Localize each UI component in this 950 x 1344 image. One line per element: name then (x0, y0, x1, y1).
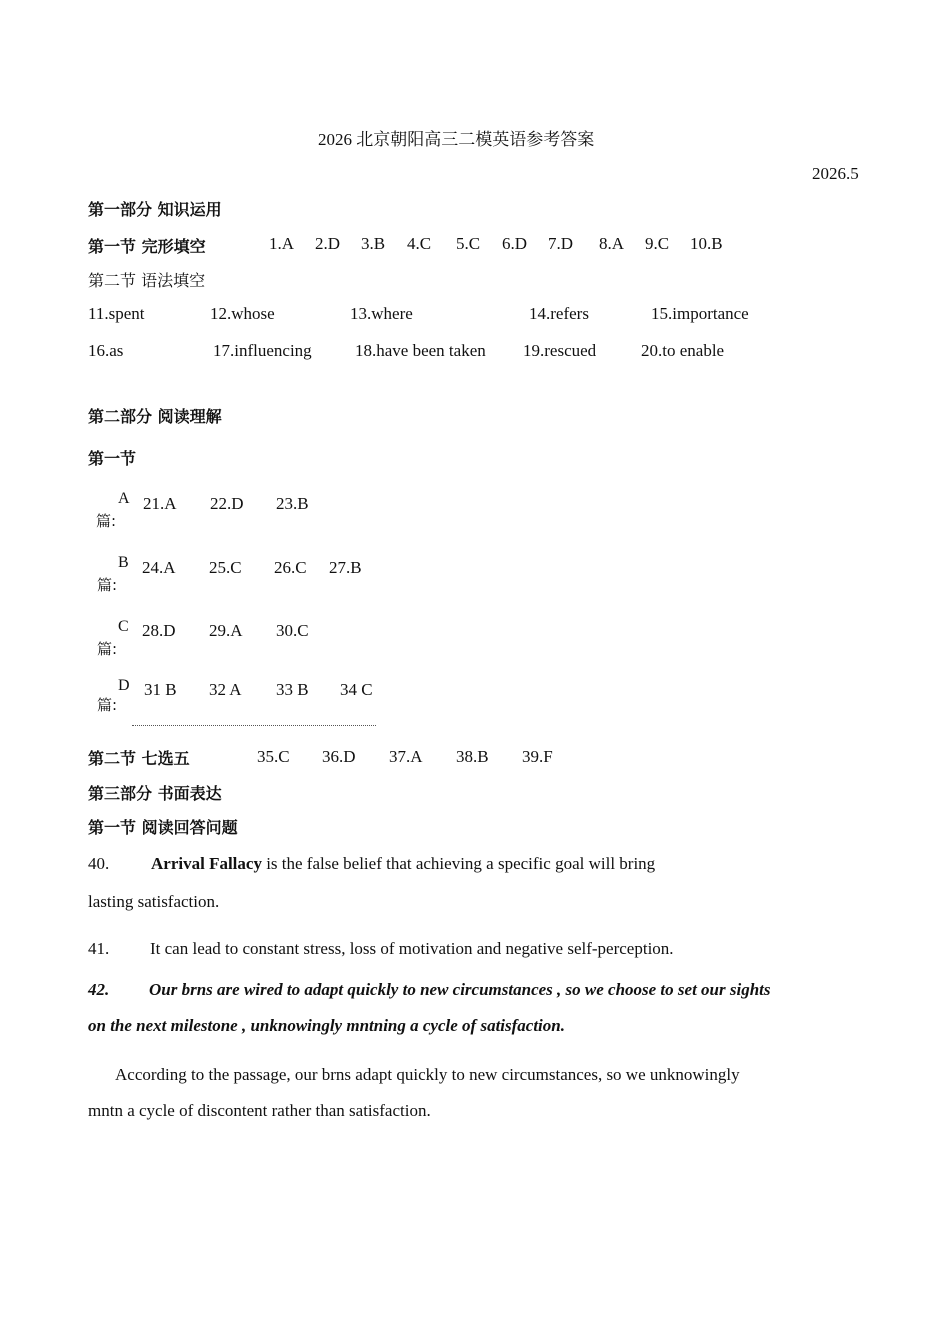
passage-b-pian: 篇: (97, 576, 118, 594)
q40-number: 40. (88, 854, 110, 873)
q40-text1: is the false belief that achieving a specific goal will bring (261, 854, 656, 873)
q40-answer-line1 (151, 854, 655, 874)
answer-13: 13.where (350, 304, 413, 323)
passage-a-letter: A (118, 490, 130, 507)
answer-6: 6.D (502, 234, 528, 253)
answer-37: 37.A (389, 747, 423, 766)
dotted-divider (132, 725, 376, 726)
answer-16: 16.as (88, 341, 124, 360)
part1-section1-label: 第一节 完形填空 (88, 237, 206, 256)
answer-8: 8.A (599, 234, 625, 253)
answer-7: 7.D (548, 234, 574, 253)
part3-heading: 第三部分 书面表达 (88, 784, 222, 803)
answer-21: 21.A (143, 494, 177, 513)
answer-25: 25.C (209, 558, 242, 577)
q41-number: 41. (88, 939, 110, 958)
answer-10: 10.B (690, 234, 723, 253)
answer-34: 34 C (340, 680, 373, 699)
answer-14: 14.refers (529, 304, 589, 323)
q41-answer: It can lead to constant stress, loss of motivation and negative self-perception. (150, 939, 674, 958)
answer-23: 23.B (276, 494, 309, 513)
answer-11: 11.spent (88, 304, 145, 323)
passage-a-pian: 篇: (96, 512, 117, 530)
date: 2026.5 (812, 164, 859, 183)
answer-27: 27.B (329, 558, 362, 577)
part2-section2-label: 第二节 七选五 (88, 749, 190, 768)
answer-31: 31 B (144, 680, 177, 699)
passage-d-letter: D (118, 677, 130, 694)
answer-20: 20.to enable (641, 341, 725, 360)
page-title: 2026 北京朝阳高三二模英语参考答案 (318, 130, 595, 149)
q40-term: Arrival Fallacy (151, 854, 262, 873)
answer-32: 32 A (209, 680, 242, 699)
answer-12: 12.whose (210, 304, 275, 323)
passage-d-pian: 篇: (97, 696, 118, 714)
part3-section1-label: 第一节 阅读回答问题 (88, 818, 238, 837)
answer-19: 19.rescued (523, 341, 597, 360)
answer-35: 35.C (257, 747, 290, 766)
answer-30: 30.C (276, 621, 309, 640)
q42-line1: Our brns are wired to adapt quickly to new circumstances , so we choose to set our sights (149, 980, 771, 999)
answer-39: 39.F (522, 747, 553, 766)
passage-c-pian: 篇: (97, 640, 118, 658)
part1-section2-label: 第二节 语法填空 (88, 271, 206, 290)
q42-line2: on the next milestone , unknowingly mntning a cycle of satisfaction. (88, 1016, 565, 1035)
answer-24: 24.A (142, 558, 176, 577)
answer-15: 15.importance (651, 304, 749, 323)
passage-c-letter: C (118, 618, 129, 635)
answer-4: 4.C (407, 234, 432, 253)
answer-33: 33 B (276, 680, 309, 699)
answer-5: 5.C (456, 234, 481, 253)
answer-26: 26.C (274, 558, 307, 577)
answer-22: 22.D (210, 494, 244, 513)
answer-paragraph-line1: According to the passage, our brns adapt quickly to new circumstances, so we unknowingly (115, 1065, 740, 1084)
q42-number: 42. (88, 980, 110, 999)
answer-18: 18.have been taken (355, 341, 486, 360)
passage-b-letter: B (118, 554, 129, 571)
answer-9: 9.C (645, 234, 670, 253)
part2-heading: 第二部分 阅读理解 (88, 407, 222, 426)
answer-17: 17.influencing (213, 341, 312, 360)
q40-answer-line2: lasting satisfaction. (88, 892, 220, 911)
part1-heading: 第一部分 知识运用 (88, 200, 222, 219)
answer-28: 28.D (142, 621, 176, 640)
answer-1: 1.A (269, 234, 295, 253)
answer-29: 29.A (209, 621, 243, 640)
answer-3: 3.B (361, 234, 386, 253)
answer-38: 38.B (456, 747, 489, 766)
answer-paragraph-line2: mntn a cycle of discontent rather than satisfaction. (88, 1101, 431, 1120)
part2-section1-label: 第一节 (88, 449, 137, 468)
answer-36: 36.D (322, 747, 356, 766)
answer-2: 2.D (315, 234, 341, 253)
